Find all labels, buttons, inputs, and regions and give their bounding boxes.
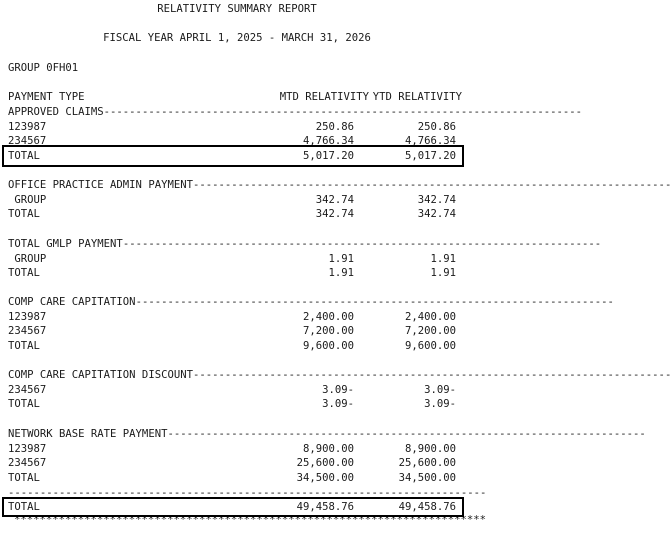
section-header <box>8 237 602 251</box>
section-name: OFFICE PRACTICE ADMIN PAYMENT <box>8 179 193 191</box>
section-leader-dashes: --------------------------------------------------------------------------- <box>192 369 671 381</box>
grand-total-mtd: 49,458.76 <box>296 501 354 513</box>
row-label: 123987 <box>8 443 47 455</box>
row-mtd-value: 342.74 <box>315 208 354 220</box>
grand-total-label: TOTAL <box>8 501 40 513</box>
row-label: 123987 <box>8 311 47 323</box>
row-ytd-value: 1.91 <box>430 253 456 265</box>
row-label: 234567 <box>8 135 47 147</box>
section-name: NETWORK BASE RATE PAYMENT <box>8 428 168 440</box>
header-ytd-relativity: YTD RELATIVITY <box>372 91 462 103</box>
row-mtd-value: 4,766.34 <box>302 135 354 147</box>
section-header <box>8 295 614 309</box>
row-ytd-value: 4,766.34 <box>404 135 456 147</box>
group-id: GROUP 0FH01 <box>8 62 79 74</box>
section-header <box>8 368 671 382</box>
row-ytd-value: 3.09- <box>424 384 456 396</box>
row-ytd-value: 250.86 <box>417 121 456 133</box>
row-mtd-value: 5,017.20 <box>302 150 354 162</box>
row-label: 123987 <box>8 121 47 133</box>
section-leader-dashes: --------------------------------------------------------------------------- <box>135 296 614 308</box>
report-title: RELATIVITY SUMMARY REPORT <box>157 3 317 15</box>
row-label: TOTAL <box>8 150 40 162</box>
row-mtd-value: 250.86 <box>315 121 354 133</box>
section-header <box>8 178 671 192</box>
section-name: TOTAL GMLP PAYMENT <box>8 238 123 250</box>
row-label: TOTAL <box>8 398 40 410</box>
row-mtd-value: 3.09- <box>322 384 354 396</box>
total-highlight-box <box>2 145 464 167</box>
row-label: 234567 <box>8 384 47 396</box>
section-name: APPROVED CLAIMS <box>8 106 104 118</box>
row-label: GROUP <box>8 253 47 265</box>
row-ytd-value: 9,600.00 <box>404 340 456 352</box>
row-mtd-value: 25,600.00 <box>296 457 354 469</box>
row-label: 234567 <box>8 325 47 337</box>
grand-total-separator: --------------------------------------------------------------------------- <box>8 487 487 499</box>
fiscal-year-line: FISCAL YEAR APRIL 1, 2025 - MARCH 31, 2026 <box>103 32 371 44</box>
row-label: GROUP <box>8 194 47 206</box>
row-ytd-value: 3.09- <box>424 398 456 410</box>
section-leader-dashes: --------------------------------------------------------------------------- <box>167 428 646 440</box>
row-label: 234567 <box>8 457 47 469</box>
section-name: COMP CARE CAPITATION DISCOUNT <box>8 369 193 381</box>
row-mtd-value: 9,600.00 <box>302 340 354 352</box>
section-header <box>8 427 646 441</box>
row-mtd-value: 3.09- <box>322 398 354 410</box>
section-name: COMP CARE CAPITATION <box>8 296 136 308</box>
row-mtd-value: 1.91 <box>328 253 354 265</box>
row-ytd-value: 5,017.20 <box>404 150 456 162</box>
section-leader-dashes: --------------------------------------------------------------------------- <box>192 179 671 191</box>
row-ytd-value: 2,400.00 <box>404 311 456 323</box>
row-ytd-value: 7,200.00 <box>404 325 456 337</box>
row-mtd-value: 342.74 <box>315 194 354 206</box>
row-mtd-value: 8,900.00 <box>302 443 354 455</box>
row-mtd-value: 1.91 <box>328 267 354 279</box>
section-header <box>8 105 583 119</box>
grand-total-ytd: 49,458.76 <box>398 501 456 513</box>
row-ytd-value: 34,500.00 <box>398 472 456 484</box>
header-payment-type: PAYMENT TYPE <box>8 91 85 103</box>
row-ytd-value: 1.91 <box>430 267 456 279</box>
row-ytd-value: 8,900.00 <box>404 443 456 455</box>
row-label: TOTAL <box>8 472 40 484</box>
row-mtd-value: 34,500.00 <box>296 472 354 484</box>
row-ytd-value: 342.74 <box>417 194 456 206</box>
row-label: TOTAL <box>8 267 40 279</box>
row-mtd-value: 7,200.00 <box>302 325 354 337</box>
section-leader-dashes: --------------------------------------------------------------------------- <box>122 238 602 250</box>
row-mtd-value: 2,400.00 <box>302 311 354 323</box>
header-mtd-relativity: MTD RELATIVITY <box>279 91 369 103</box>
row-ytd-value: 342.74 <box>417 208 456 220</box>
row-label: TOTAL <box>8 340 40 352</box>
section-leader-dashes: --------------------------------------------------------------------------- <box>103 106 583 118</box>
row-label: TOTAL <box>8 208 40 220</box>
row-ytd-value: 25,600.00 <box>398 457 456 469</box>
footer-stars: ************************************************************************** <box>14 514 486 526</box>
